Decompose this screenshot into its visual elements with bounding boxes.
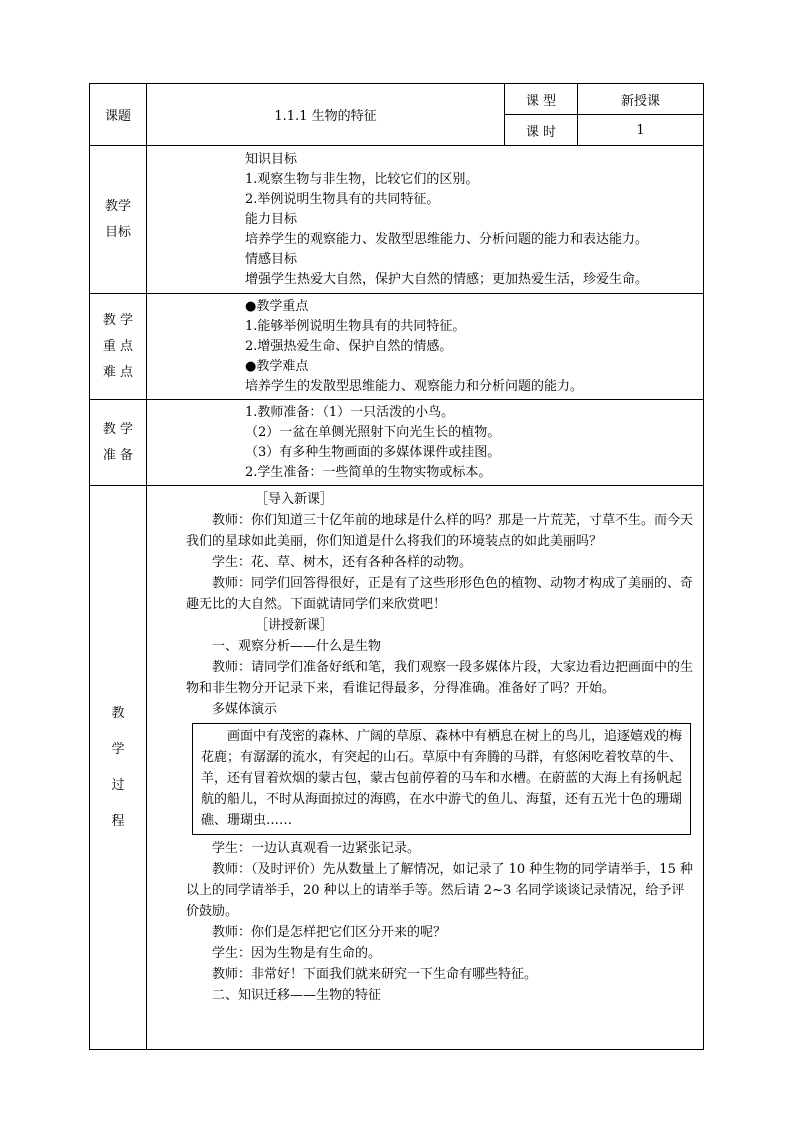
objective-item: 1.观察生物与非生物，比较它们的区别。: [245, 172, 479, 187]
prep-item: 2.学生准备：一些简单的生物实物或标本。: [245, 465, 492, 480]
objective-item: 培养学生的观察能力、发散型思维能力、分析问题的能力和表达能力。: [245, 232, 649, 247]
prep-item: （3）有多种生物画面的多媒体课件或挂图。: [245, 445, 501, 460]
student-answer-text: 学生：因为生物是有生命的。: [212, 946, 382, 961]
objective-heading-ability: 能力目标: [245, 212, 298, 227]
key-label-line3: 难 点: [102, 364, 134, 380]
key-points-content: [147, 294, 704, 400]
lesson-type-value: 新授课: [620, 93, 660, 109]
process-label-char: 学: [111, 741, 125, 757]
topic-label-cell: [90, 84, 147, 146]
multimedia-box: [192, 723, 691, 835]
teacher-evaluation-text: 教师：（及时评价）先从数量上了解情况，如记录了 10 种生物的同学请举手，15 种以上的同学请举手，20 种以上的请举手等。然后请 2~3 名同学谈谈记录情况，给予评价鼓励。: [186, 862, 693, 919]
prep-item: （2）一盆在单侧光照射下向光生长的植物。: [245, 425, 501, 440]
objective-heading-knowledge: 知识目标: [245, 152, 298, 167]
key-label-line1: 教 学: [102, 312, 134, 328]
prep-label-line2: 准 备: [102, 447, 134, 463]
multimedia-heading: 多媒体演示: [212, 702, 278, 717]
hours-label-cell: [505, 115, 578, 146]
preparation-content: [147, 400, 704, 486]
new-lesson-heading: ［讲授新课］: [255, 618, 334, 633]
intro-teacher-text: 教师：你们知道三十亿年前的地球是什么样的吗？那是一片荒芜，寸草不生。而今天我们的星球如此美丽，你们知道是什么将我们的环境装点的如此美丽吗？: [186, 513, 694, 549]
process-label-char: 程: [111, 813, 125, 829]
hours-label: 课 时: [525, 124, 557, 140]
preparation-label-cell: [90, 400, 147, 486]
student-record-text: 学生：一边认真观看一边紧张记录。: [212, 841, 421, 856]
lesson-type-label-cell: [505, 84, 578, 115]
objective-item: 增强学生热爱大自然，保护大自然的情感；更加热爱生活，珍爱生命。: [245, 272, 649, 287]
objective-heading-emotion: 情感目标: [245, 252, 298, 267]
teacher-next-text: 教师：非常好！下面我们就来研究一下生命有哪些特征。: [212, 967, 538, 982]
process-label-char: 过: [111, 777, 125, 793]
objectives-label-line1: 教学: [104, 198, 131, 214]
lesson-plan-table: [89, 83, 704, 1050]
key-label-line2: 重 点: [102, 338, 134, 354]
key-point-item: 1.能够举例说明生物具有的共同特征。: [245, 319, 466, 334]
intro-student-text: 学生：花、草、树木，还有各种各样的动物。: [212, 555, 473, 570]
topic-title: 1.1.1 生物的特征: [274, 109, 377, 124]
prep-item: 1.教师准备：（1）一只活泼的小鸟。: [245, 405, 455, 420]
lesson-type-label: 课 型: [525, 93, 557, 109]
process-content: [147, 486, 704, 1050]
key-points-label-cell: [90, 294, 147, 400]
lesson-type-value-cell: [578, 84, 704, 115]
topic-label: 课题: [104, 109, 131, 124]
objectives-label-cell: [90, 146, 147, 294]
difficult-point-item: 培养学生的发散型思维能力、观察能力和分析问题的能力。: [245, 379, 584, 394]
objectives-label-line2: 目标: [104, 224, 131, 240]
topic-title-cell: [147, 84, 505, 146]
hours-value: 1: [636, 122, 645, 138]
intro-teacher-text-2: 教师：同学们回答得很好，正是有了这些形形色色的植物、动物才构成了美丽的、奇趣无比的大自然。下面就请同学们来欣赏吧！: [186, 576, 694, 612]
objective-item: 2.举例说明生物具有的共同特征。: [245, 192, 440, 207]
teacher-observe-text: 教师：请同学们准备好纸和笔，我们观察一段多媒体片段，大家边看边把画面中的生物和非生物分开记录下来，看谁记得最多，分得准确。准备好了吗？开始。: [186, 660, 694, 696]
hours-value-cell: [578, 115, 704, 146]
key-points-heading: ●教学重点: [245, 299, 309, 314]
prep-label-line1: 教 学: [102, 421, 134, 437]
section-2-heading: 二、知识迁移——生物的特征: [212, 988, 382, 1003]
process-label-char: 教: [111, 705, 125, 721]
multimedia-description: 画面中有茂密的森林、广阔的草原、森林中有栖息在树上的鸟儿，追逐嬉戏的梅花鹿；有潺潺的流水，有突起的山石。草原中有奔腾的马群，有悠闲吃着牧草的牛、羊，还有冒着炊烟的蒙古包，蒙古包前停着的马车和水槽。在蔚蓝的大海上有扬帆起航的船儿，不时从海面掠过的海鸥，在水中游弋的鱼儿、海蜇，还有五光十色的珊瑚礁、珊瑚虫……: [201, 729, 683, 828]
teacher-question-text: 教师：你们是怎样把它们区分开来的呢？: [212, 925, 447, 940]
objectives-content: [147, 146, 704, 294]
difficult-points-heading: ●教学难点: [245, 359, 309, 374]
section-1-heading: 一、观察分析——什么是生物: [212, 639, 382, 654]
key-point-item: 2.增强热爱生命、保护自然的情感。: [245, 339, 453, 354]
intro-heading: ［导入新课］: [255, 492, 334, 507]
process-label-cell: [90, 486, 147, 1050]
